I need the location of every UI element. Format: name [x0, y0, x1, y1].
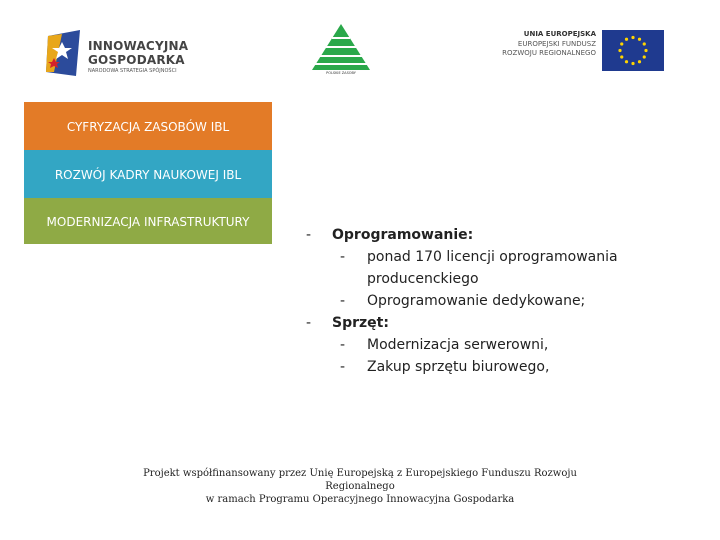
eu-logo-text — [502, 30, 596, 59]
bullet-dash: - — [340, 249, 346, 265]
eu-star-icon — [643, 42, 646, 45]
pyramid-icon — [308, 22, 374, 72]
footer-line1: Projekt współfinansowany przez Unię Europejską z Europejskiego Funduszu Rozwoju Regionalnego — [143, 468, 577, 492]
bullet-dash: - — [340, 293, 346, 309]
hardware-heading-row — [300, 312, 700, 334]
footer-note — [120, 467, 600, 506]
hardware-heading: Sprzęt: — [332, 315, 389, 331]
menu-item-modernizacja[interactable]: MODERNIZACJA INFRASTRUKTURY — [24, 198, 272, 244]
eu-star-icon — [625, 60, 628, 63]
hardware-item-2 — [300, 356, 700, 378]
eu-line2: EUROPEJSKI FUNDUSZ — [517, 39, 596, 48]
content-list — [300, 224, 700, 378]
eu-star-icon — [638, 38, 641, 41]
software-item-1-text: ponad 170 licencji oprogramowania producenckiego — [367, 249, 618, 287]
bullet-dash: - — [340, 337, 346, 353]
eu-star-icon — [620, 42, 623, 45]
eu-star-icon — [631, 62, 634, 65]
eu-line1: UNIA EUROPEJSKA — [523, 30, 596, 38]
pyramid-caption: POLSKIE ZASOBY — [326, 71, 356, 75]
eu-star-icon — [643, 55, 646, 58]
software-heading: Oprogramowanie: — [332, 227, 474, 243]
menu-item-rozwoj-kadry[interactable]: ROZWÓJ KADRY NAUKOWEJ IBL — [24, 150, 272, 198]
eu-line3: ROZWOJU REGIONALNEGO — [502, 49, 596, 57]
eu-star-icon — [638, 60, 641, 63]
footer-line2: w ramach Programu Operacyjnego Innowacyjna Gospodarka — [205, 494, 515, 505]
bullet-dash: - — [306, 315, 312, 331]
eu-star-icon — [625, 38, 628, 41]
hardware-item-1 — [300, 334, 700, 356]
software-heading-row — [300, 224, 700, 246]
star-logo-icon — [44, 28, 82, 78]
bullet-dash: - — [340, 359, 346, 375]
logo-line2: GOSPODARKA — [88, 53, 185, 67]
hardware-item-2-text: Zakup sprzętu biurowego, — [367, 359, 550, 375]
software-item-2 — [300, 290, 700, 312]
innowacyjna-gospodarka-logo — [44, 28, 214, 80]
logo-line3: NARODOWA STRATEGIA SPÓJNOŚCI — [88, 68, 177, 74]
eu-flag-icon — [602, 30, 664, 71]
eu-star-icon — [631, 36, 634, 39]
software-item-1 — [300, 246, 700, 290]
menu-item-cyfryzacja[interactable]: CYFRYZACJA ZASOBÓW IBL — [24, 102, 272, 150]
eu-star-icon — [620, 55, 623, 58]
pyramid-logo — [308, 22, 374, 78]
eu-star-icon — [644, 49, 647, 52]
eu-star-icon — [618, 49, 621, 52]
hardware-item-1-text: Modernizacja serwerowni, — [367, 337, 549, 353]
bullet-dash: - — [306, 227, 312, 243]
eu-logo — [490, 30, 666, 72]
software-item-2-text: Oprogramowanie dedykowane; — [367, 293, 586, 309]
logo-line1: INNOWACYJNA — [88, 39, 189, 53]
